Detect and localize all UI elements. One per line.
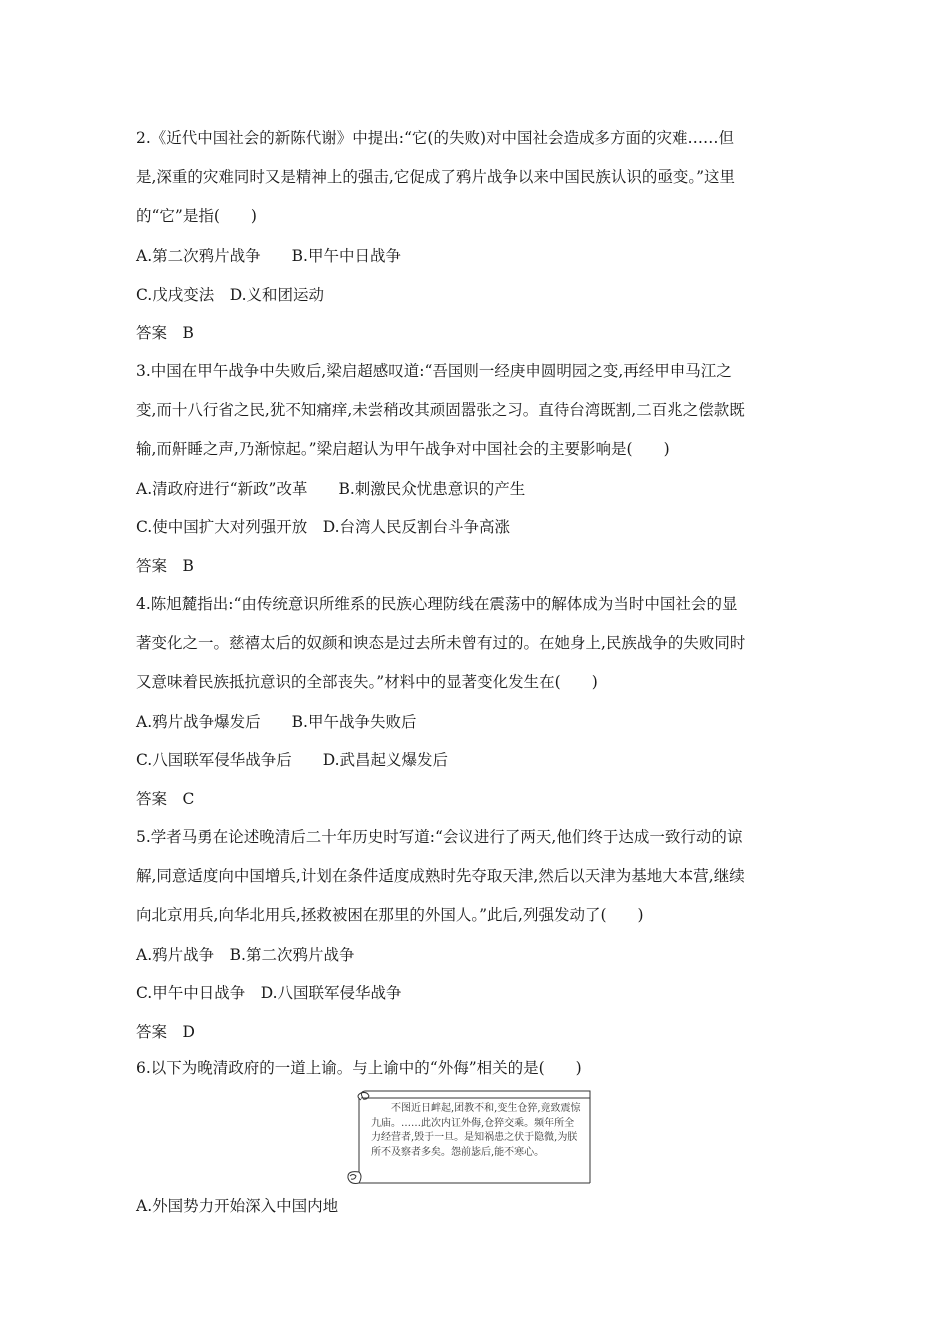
q6-stem: 6.以下为晚清政府的一道上谕。与上谕中的“外侮”相关的是( ) xyxy=(136,1059,582,1077)
q6-option-a: A.外国势力开始深入中国内地 xyxy=(136,1197,339,1215)
q3-stem-line-1: 3.中国在甲午战争中失败后,梁启超感叹道:“吾国则一经庚申圆明园之变,再经甲申马江之 xyxy=(136,362,732,380)
q4-options-line-2: C.八国联军侵华战争后 D.武昌起义爆发后 xyxy=(136,751,449,769)
edict-text: 不图近日衅起,团教不和,变生仓猝,竟致震惊九庙。……此次内讧外侮,仓猝交乘。频年所全力经营者,毁于一旦。是知祸患之伏于隐微,为朕所不及察者多矣。怨前毖后,能不寒心。 xyxy=(371,1103,581,1158)
q5-answer: 答案 D xyxy=(136,1023,195,1041)
q5-stem-line-2: 解,同意适度向中国增兵,计划在条件适度成熟时先夺取天津,然后以天津为基地大本营,继续 xyxy=(136,867,745,885)
q2-options-line-1: A.第二次鸦片战争 B.甲午中日战争 xyxy=(136,247,401,265)
q5-stem-line-1: 5.学者马勇在论述晚清后二十年历史时写道:“会议进行了两天,他们终于达成一致行动的谅 xyxy=(136,828,743,846)
q5-options-line-1: A.鸦片战争 B.第二次鸦片战争 xyxy=(136,946,355,964)
q3-answer: 答案 B xyxy=(136,557,194,575)
q2-stem-line-3: 的“它”是指( ) xyxy=(136,207,257,225)
q2-options-line-2: C.戊戌变法 D.义和团运动 xyxy=(136,286,325,304)
q3-options-line-2: C.使中国扩大对列强开放 D.台湾人民反割台斗争高涨 xyxy=(136,518,511,536)
q5-stem-line-3: 向北京用兵,向华北用兵,拯救被困在那里的外国人。”此后,列强发动了( ) xyxy=(136,906,644,924)
q4-answer: 答案 C xyxy=(136,790,195,808)
q5-options-line-2: C.甲午中日战争 D.八国联军侵华战争 xyxy=(136,984,402,1002)
q2-answer: 答案 B xyxy=(136,324,194,342)
q4-stem-line-2: 著变化之一。慈禧太后的奴颜和谀态是过去所未曾有过的。在她身上,民族战争的失败同时 xyxy=(136,634,746,652)
q4-stem-line-3: 又意味着民族抵抗意识的全部丧失。”材料中的显著变化发生在( ) xyxy=(136,673,598,691)
q3-stem-line-2: 变,而十八行省之民,犹不知痛痒,未尝稍改其顽固嚣张之习。直待台湾既割,二百兆之偿款既 xyxy=(136,401,745,419)
q3-stem-line-3: 输,而鼾睡之声,乃渐惊起。”梁启超认为甲午战争对中国社会的主要影响是( ) xyxy=(136,440,670,458)
q2-stem-line-1: 2.《近代中国社会的新陈代谢》中提出:“它(的失败)对中国社会造成多方面的灾难……但 xyxy=(136,129,735,147)
edict-scroll-figure xyxy=(345,1090,595,1185)
q4-options-line-1: A.鸦片战争爆发后 B.甲午战争失败后 xyxy=(136,713,417,731)
q4-stem-line-1: 4.陈旭麓指出:“由传统意识所维系的民族心理防线在震荡中的解体成为当时中国社会的显 xyxy=(136,595,738,613)
q3-options-line-1: A.清政府进行“新政”改革 B.刺激民众忧患意识的产生 xyxy=(136,480,526,498)
q2-stem-line-2: 是,深重的灾难同时又是精神上的强击,它促成了鸦片战争以来中国民族认识的亟变。”这里 xyxy=(136,168,736,186)
